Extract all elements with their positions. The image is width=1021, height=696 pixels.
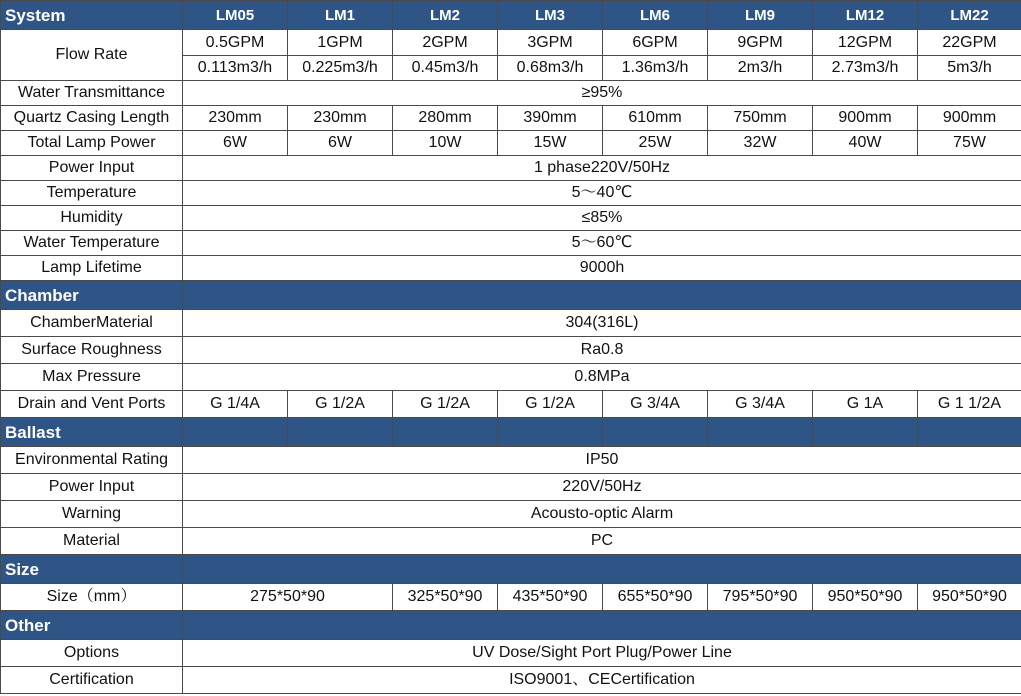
section-title-chamber: Chamber xyxy=(1,281,183,310)
section-band xyxy=(183,555,1021,584)
cell: 0.45m3/h xyxy=(393,56,498,81)
cell: 0.225m3/h xyxy=(288,56,393,81)
temperature-row xyxy=(1,181,1021,206)
cell: 0.68m3/h xyxy=(498,56,603,81)
model-header: LM9 xyxy=(708,1,813,30)
ballast-header-row xyxy=(1,418,1021,447)
model-header: LM2 xyxy=(393,1,498,30)
cell: 0.5GPM xyxy=(183,30,288,56)
model-header: LM12 xyxy=(813,1,918,30)
merged-value-cell: 220V/50Hz xyxy=(183,474,1021,501)
row-label-chamber-material: ChamberMaterial xyxy=(1,310,183,337)
cell: 230mm xyxy=(288,106,393,131)
model-header: LM3 xyxy=(498,1,603,30)
lamp-lifetime-row xyxy=(1,256,1021,281)
row-label-material: Material xyxy=(1,528,183,555)
row-label-water-temperature: Water Temperature xyxy=(1,231,183,256)
section-band xyxy=(603,418,708,447)
cell: 230mm xyxy=(183,106,288,131)
cell: 5m3/h xyxy=(918,56,1021,81)
row-label-temperature: Temperature xyxy=(1,181,183,206)
ballast-material-row xyxy=(1,528,1021,555)
section-band xyxy=(813,418,918,447)
cell: 435*50*90 xyxy=(498,584,603,611)
merged-value-cell: IP50 xyxy=(183,447,1021,474)
row-label-environmental-rating: Environmental Rating xyxy=(1,447,183,474)
merged-value-cell: UV Dose/Sight Port Plug/Power Line xyxy=(183,640,1021,667)
model-header: LM6 xyxy=(603,1,708,30)
row-label-humidity: Humidity xyxy=(1,206,183,231)
row-label-water-transmittance: Water Transmittance xyxy=(1,81,183,106)
model-header: LM1 xyxy=(288,1,393,30)
row-label-power-input: Power Input xyxy=(1,156,183,181)
chamber-material-row xyxy=(1,310,1021,337)
cell: 0.113m3/h xyxy=(183,56,288,81)
system-header-row xyxy=(1,1,1021,30)
cell: 750mm xyxy=(708,106,813,131)
row-label-warning: Warning xyxy=(1,501,183,528)
section-band xyxy=(183,281,1021,310)
max-pressure-row xyxy=(1,364,1021,391)
model-header: LM22 xyxy=(918,1,1021,30)
surface-roughness-row xyxy=(1,337,1021,364)
section-band xyxy=(183,611,1021,640)
cell: 950*50*90 xyxy=(918,584,1021,611)
cell: 25W xyxy=(603,131,708,156)
cell: 40W xyxy=(813,131,918,156)
size-header-row xyxy=(1,555,1021,584)
cell: G 1/2A xyxy=(393,391,498,418)
cell: G 3/4A xyxy=(603,391,708,418)
row-label-options: Options xyxy=(1,640,183,667)
cell: 275*50*90 xyxy=(183,584,393,611)
section-title-ballast: Ballast xyxy=(1,418,183,447)
merged-value-cell: 304(316L) xyxy=(183,310,1021,337)
humidity-row xyxy=(1,206,1021,231)
cell: 22GPM xyxy=(918,30,1021,56)
merged-value-cell: 5～40℃ xyxy=(183,181,1021,206)
row-label-quartz-casing-length: Quartz Casing Length xyxy=(1,106,183,131)
section-band xyxy=(393,418,498,447)
size-row xyxy=(1,584,1021,611)
merged-value-cell: 5～60℃ xyxy=(183,231,1021,256)
section-band xyxy=(183,418,288,447)
cell: 2GPM xyxy=(393,30,498,56)
row-label-certification: Certification xyxy=(1,667,183,694)
row-label-flow-rate: Flow Rate xyxy=(1,30,183,81)
cell: 2.73m3/h xyxy=(813,56,918,81)
cell: 655*50*90 xyxy=(603,584,708,611)
cell: G 3/4A xyxy=(708,391,813,418)
section-band xyxy=(708,418,813,447)
water-temperature-row xyxy=(1,231,1021,256)
cell: 325*50*90 xyxy=(393,584,498,611)
other-header-row xyxy=(1,611,1021,640)
merged-value-cell: Ra0.8 xyxy=(183,337,1021,364)
merged-value-cell: ≥95% xyxy=(183,81,1021,106)
certification-row xyxy=(1,667,1021,694)
section-band xyxy=(918,418,1021,447)
cell: 2m3/h xyxy=(708,56,813,81)
cell: G 1/2A xyxy=(498,391,603,418)
cell: 15W xyxy=(498,131,603,156)
water-transmittance-row xyxy=(1,81,1021,106)
environmental-rating-row xyxy=(1,447,1021,474)
row-label-max-pressure: Max Pressure xyxy=(1,364,183,391)
cell: 6W xyxy=(183,131,288,156)
flow-rate-gpm-row xyxy=(1,30,1021,56)
model-header: LM05 xyxy=(183,1,288,30)
merged-value-cell: PC xyxy=(183,528,1021,555)
section-title-system: System xyxy=(1,1,183,30)
merged-value-cell: ≤85% xyxy=(183,206,1021,231)
cell: 6GPM xyxy=(603,30,708,56)
cell: 1GPM xyxy=(288,30,393,56)
cell: 950*50*90 xyxy=(813,584,918,611)
quartz-casing-length-row xyxy=(1,106,1021,131)
chamber-header-row xyxy=(1,281,1021,310)
ballast-power-input-row xyxy=(1,474,1021,501)
warning-row xyxy=(1,501,1021,528)
merged-value-cell: 9000h xyxy=(183,256,1021,281)
cell: 32W xyxy=(708,131,813,156)
cell: 9GPM xyxy=(708,30,813,56)
cell: 900mm xyxy=(813,106,918,131)
row-label-power-input: Power Input xyxy=(1,474,183,501)
row-label-lamp-lifetime: Lamp Lifetime xyxy=(1,256,183,281)
cell: 900mm xyxy=(918,106,1021,131)
merged-value-cell: 0.8MPa xyxy=(183,364,1021,391)
cell: 3GPM xyxy=(498,30,603,56)
cell: G 1/4A xyxy=(183,391,288,418)
cell: G 1/2A xyxy=(288,391,393,418)
total-lamp-power-row xyxy=(1,131,1021,156)
drain-vent-ports-row xyxy=(1,391,1021,418)
cell: 6W xyxy=(288,131,393,156)
cell: 610mm xyxy=(603,106,708,131)
cell: G 1 1/2A xyxy=(918,391,1021,418)
power-input-row xyxy=(1,156,1021,181)
row-label-size: Size（mm） xyxy=(1,584,183,611)
cell: 795*50*90 xyxy=(708,584,813,611)
section-title-other: Other xyxy=(1,611,183,640)
merged-value-cell: 1 phase220V/50Hz xyxy=(183,156,1021,181)
cell: 280mm xyxy=(393,106,498,131)
merged-value-cell: ISO9001、CECertification xyxy=(183,667,1021,694)
section-title-size: Size xyxy=(1,555,183,584)
row-label-total-lamp-power: Total Lamp Power xyxy=(1,131,183,156)
section-band xyxy=(288,418,393,447)
options-row xyxy=(1,640,1021,667)
cell: G 1A xyxy=(813,391,918,418)
cell: 12GPM xyxy=(813,30,918,56)
section-band xyxy=(498,418,603,447)
row-label-surface-roughness: Surface Roughness xyxy=(1,337,183,364)
row-label-drain-vent-ports: Drain and Vent Ports xyxy=(1,391,183,418)
cell: 75W xyxy=(918,131,1021,156)
cell: 1.36m3/h xyxy=(603,56,708,81)
cell: 390mm xyxy=(498,106,603,131)
merged-value-cell: Acousto-optic Alarm xyxy=(183,501,1021,528)
cell: 10W xyxy=(393,131,498,156)
